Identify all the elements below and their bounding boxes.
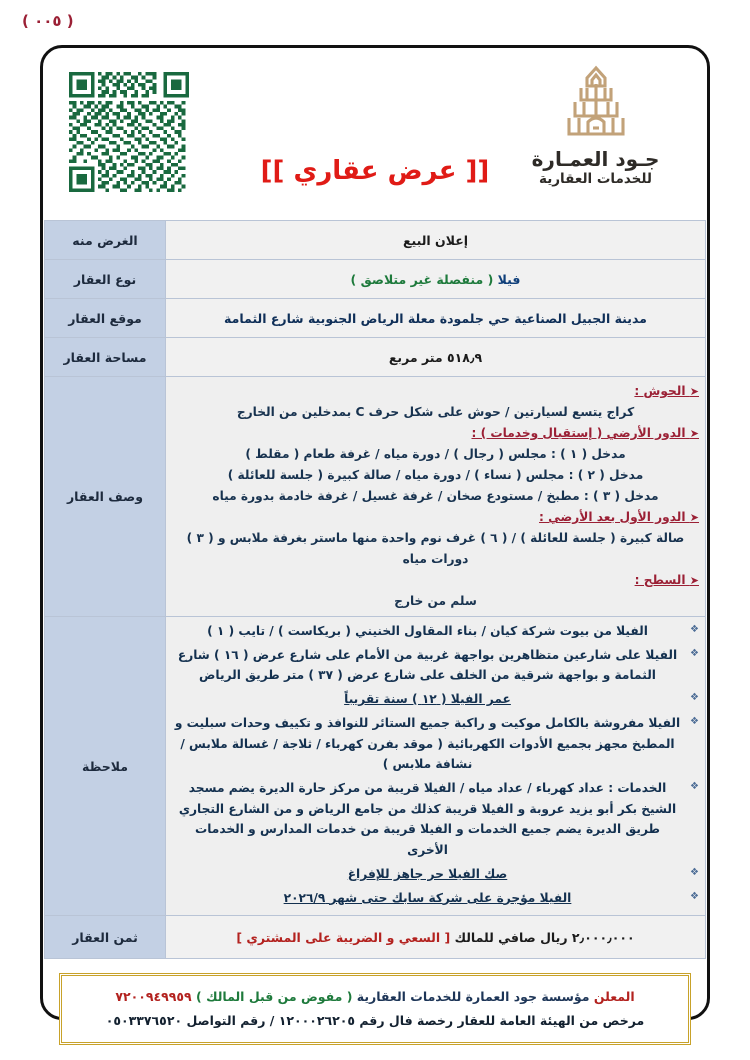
- cell-notes-value: [166, 616, 706, 916]
- contact-phone[interactable]: ٠٥٠٣٣٧٦٥٢٠: [105, 1013, 183, 1029]
- footer-line-2: [72, 1009, 678, 1033]
- cell-price-label: ثمن العقار: [45, 916, 166, 959]
- advertiser-prefix: المعلن: [593, 989, 635, 1005]
- list-item: ❖ الفيلا من بيوت شركة كيان / بناء المقاول الخنيني ( بريكاست ) / تايب ( ١ ): [172, 621, 699, 642]
- price-note: [ السعي و الضريبة على المشتري ]: [236, 929, 451, 945]
- desc-line: مدخل ( ٣ ) : مطبخ / مستودع صخان / غرفة غسيل / غرفة خادمة بدورة مياه: [212, 488, 659, 503]
- arrow-icon: ➤: [689, 573, 699, 587]
- desc-line: مدخل ( ١ ) : مجلس ( رجال ) / دورة مياه / غرفة طعام ( مقلط ): [245, 446, 626, 461]
- desc-line: كراج يتسع لسيارتين / حوش على شكل حرف C بمدخلين من الخارج: [236, 404, 635, 419]
- advertisement-card: [40, 45, 710, 1029]
- advertiser-authorization: ( مفوض من قبل المالك ): [196, 989, 353, 1005]
- desc-heading-first-floor: ➤ الدور الأول بعد الأرضي :: [539, 509, 699, 524]
- table-row-type: [45, 260, 706, 299]
- page-title: [[ عرض عقاري ]]: [260, 156, 490, 186]
- cell-purpose-label: الغرض منه: [45, 221, 166, 260]
- card-header: [43, 48, 707, 220]
- table-row-purpose: [45, 221, 706, 260]
- advertiser-number: ٧٢٠٠٩٤٩٩٥٩: [115, 989, 192, 1005]
- type-paren: ( منفصلة غير متلاصق ): [350, 271, 494, 287]
- table-row-location: [45, 299, 706, 338]
- list-item: ❖ الخدمات : عداد كهرباء / عداد مياه / الفيلا قريبة من مركز حارة الديرة يضم مسجد الشيخ بكر أبو يزيد عروبة و الفيلا قريبة كذلك من جامع الرياض و من الشارع التجاري طريق الديرة يضم جميع الخدمات و الفيلا قريبة من خدمات المدارس و الخدمات الأخرى: [172, 778, 699, 861]
- price-amount: ٢٫٠٠٠٫٠٠٠: [571, 929, 635, 945]
- architectural-arch-logo-icon: [557, 64, 635, 146]
- cell-purpose-value: إعلان البيع: [166, 221, 706, 260]
- desc-line: سلم من خارج: [394, 593, 477, 608]
- type-main: فيلا: [497, 271, 521, 287]
- brand-name: جـود العمـارة: [531, 147, 660, 171]
- price-currency: ريال صافي للمالك: [454, 929, 568, 945]
- contact-label: رقم التواصل: [186, 1013, 266, 1029]
- brand-subtitle: للخدمات العقارية: [539, 171, 652, 187]
- license-text: مرخص من الهيئة العامة للعقار رخصة فال رقم: [359, 1013, 645, 1029]
- arrow-icon: ➤: [689, 385, 699, 398]
- cell-type-label: نوع العقار: [45, 260, 166, 299]
- list-item: ❖ الفيلا مفروشة بالكامل موكيت و راكبة جميع الستائر للنوافذ و تكييف وحدات سبليت و المطبخ مجهز بجميع الأدوات الكهربائية ( موقد بفرن كهرباء / ثلاجة / غسالة ملابس / نشافة ملابس ): [172, 713, 699, 775]
- property-details-table: [44, 220, 706, 959]
- list-item: ❖ الفيلا على شارعين متظاهرين بواجهة غربية من الأمام على شارع عرض ( ١٦ ) شارع الثمامة و بواجهة شرقية من الخلف على شارع عرض ( ٣٧ ) متر طريق الرياض: [172, 645, 699, 686]
- footer-line-1: [72, 985, 678, 1009]
- separator: /: [269, 1013, 275, 1029]
- notes-list: [172, 621, 699, 909]
- cell-area-label: مساحة العقار: [45, 338, 166, 377]
- table-row-price: [45, 916, 706, 959]
- desc-heading-roof: ➤ السطح :: [634, 572, 699, 587]
- table-row-notes: [45, 616, 706, 916]
- license-number: ١٢٠٠٠٢٦٢٠٥: [278, 1013, 356, 1029]
- list-item: ❖ الفيلا مؤجرة على شركة سابك حتى شهر ٢٠٢٦/٩: [172, 888, 699, 909]
- desc-heading-yard: ➤ الحوش :: [634, 384, 699, 398]
- desc-line: صالة كبيرة ( جلسة للعائلة ) / ( ٦ ) غرف نوم واحدة منها ماستر بغرفة ملابس و ( ٣ ) دورات مياه: [186, 530, 685, 566]
- cell-price-value: [166, 916, 706, 959]
- cell-location-value: مدينة الجبيل الصناعية حي جلمودة معلة الرياض الجنوبية شارع الثمامة: [166, 299, 706, 338]
- cell-notes-label: ملاحظة: [45, 616, 166, 916]
- cell-type-value: [166, 260, 706, 299]
- page-marker: ( ٠٠٥ ): [22, 12, 74, 30]
- cell-location-label: موقع العقار: [45, 299, 166, 338]
- cell-description-label: وصف العقار: [45, 377, 166, 617]
- arrow-icon: ➤: [689, 426, 699, 440]
- advertiser-footer: [59, 973, 691, 1045]
- list-item: ❖ عمر الفيلا ( ١٢ ) سنة تقريباً: [172, 689, 699, 710]
- advertiser-name: مؤسسة جود العمارة للخدمات العقارية: [356, 989, 590, 1005]
- arrow-icon: ➤: [689, 510, 699, 524]
- cell-description-value: [166, 377, 706, 617]
- list-item: ❖ صك الفيلا حر جاهز للإفراغ: [172, 864, 699, 885]
- cell-area-value: ٥١٨٫٩ متر مربع: [166, 338, 706, 377]
- table-row-description: [45, 377, 706, 617]
- desc-line: مدخل ( ٢ ) : مجلس ( نساء ) / دورة مياه / صالة كبيرة ( جلسة للعائلة ): [227, 467, 644, 482]
- table-row-area: [45, 338, 706, 377]
- desc-heading-ground: ➤ الدور الأرضي ( إستقبال وخدمات ) :: [471, 425, 699, 440]
